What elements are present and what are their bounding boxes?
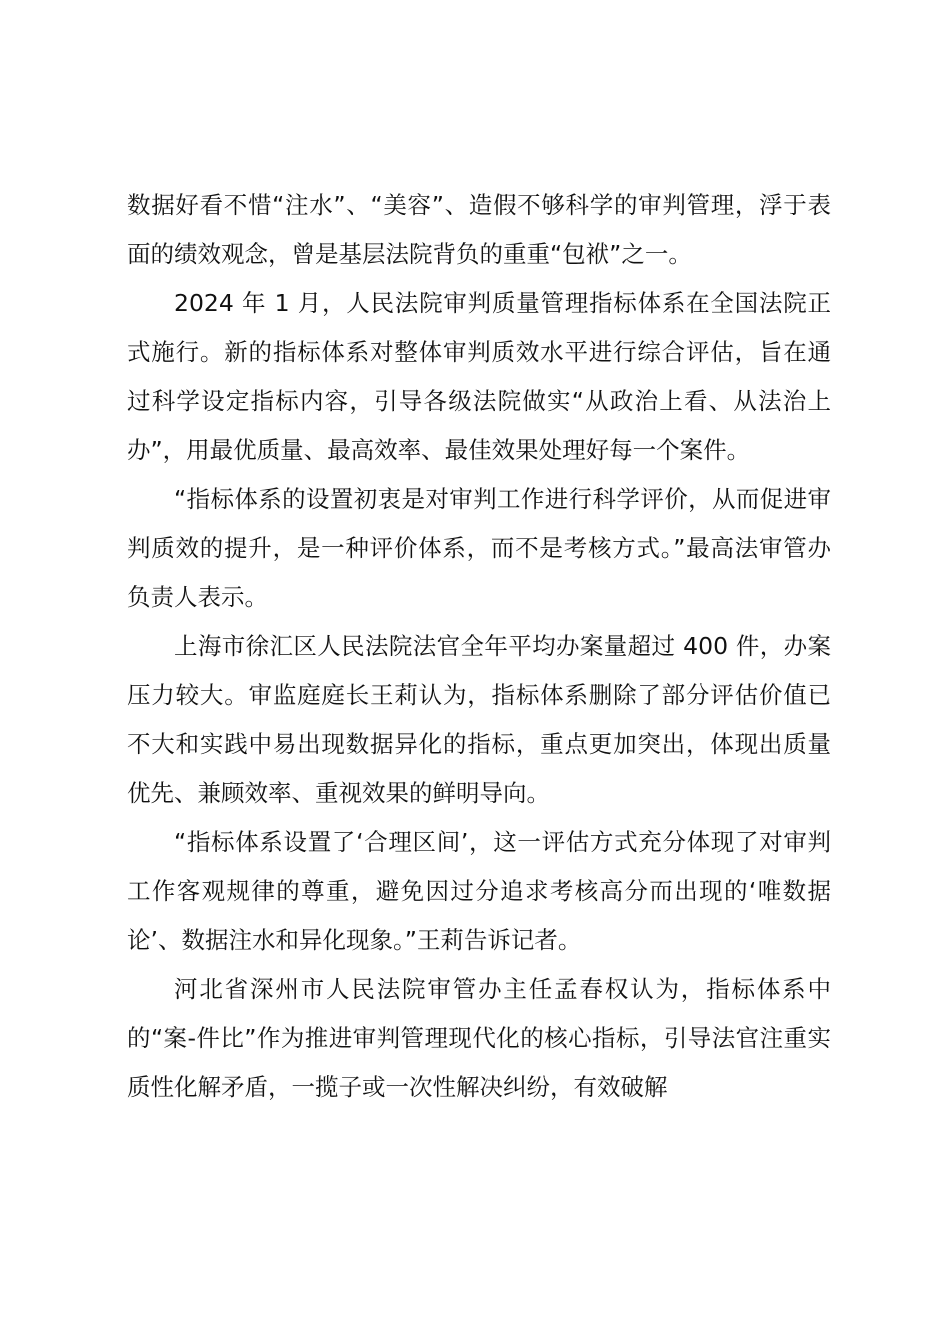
paragraph-quote-spc: “指标体系的设置初衷是对审判工作进行科学评价，从而促进审判质效的提升，是一种评价体系，而不是考核方式。”最高法审管办负责人表示。 <box>127 485 831 611</box>
paragraph-continuation: 数据好看不惜“注水”、“美容”、造假不够科学的审判管理，浮于表面的绩效观念，曾是基层法院背负的重重“包袱”之一。 <box>127 191 831 268</box>
paragraph-shanghai-xuhui: 上海市徐汇区人民法院法官全年平均办案量超过 400 件，办案压力较大。审监庭庭长王莉认为，指标体系删除了部分评估价值已不大和实践中易出现数据异化的指标，重点更加突出，体现出质量优先、兼顾效率、重视效果的鲜明导向。 <box>127 632 831 807</box>
paragraph-indicator-system: 2024 年 1 月，人民法院审判质量管理指标体系在全国法院正式施行。新的指标体系对整体审判质效水平进行综合评估，旨在通过科学设定指标内容，引导各级法院做实“从政治上看、从法治上办”，用最优质量、最高效率、最佳效果处理好每一个案件。 <box>127 289 831 464</box>
paragraph-quote-wangli: “指标体系设置了‘合理区间’，这一评估方式充分体现了对审判工作客观规律的尊重，避免因过分追求考核高分而出现的‘唯数据论’、数据注水和异化现象。”王莉告诉记者。 <box>127 828 831 954</box>
article-body <box>127 181 831 1112</box>
paragraph-hebei-shenzhou: 河北省深州市人民法院审管办主任孟春权认为，指标体系中的“案-件比”作为推进审判管理现代化的核心指标，引导法官注重实质性化解矛盾，一揽子或一次性解决纠纷，有效破解 <box>127 975 831 1101</box>
